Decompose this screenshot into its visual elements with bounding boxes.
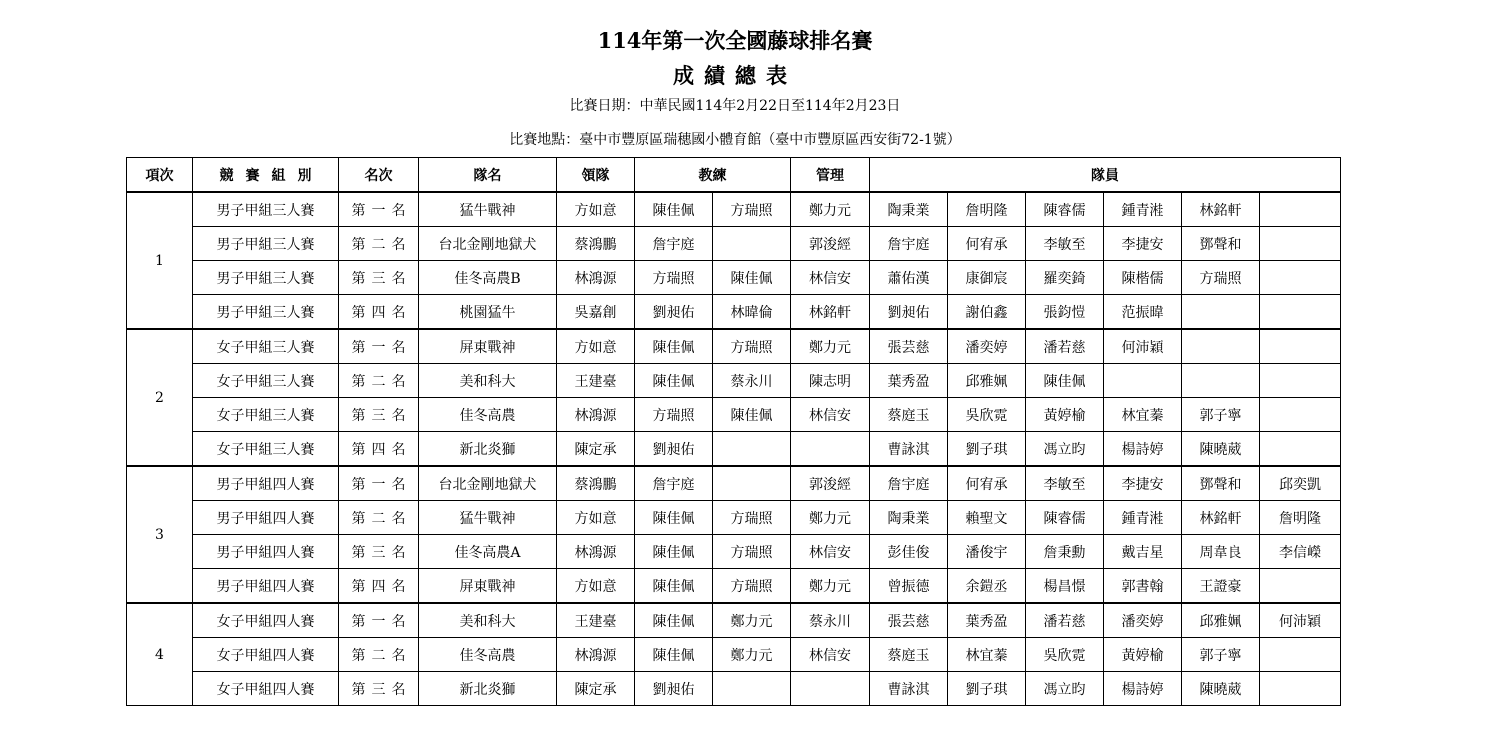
team-cell: 台北金剛地獄犬 (419, 227, 557, 261)
member-cell (1260, 638, 1341, 672)
leader-cell: 吳嘉創 (557, 295, 635, 330)
member-cell (1260, 295, 1341, 330)
member-cell (1260, 432, 1341, 467)
member-cell: 彭佳俊 (870, 535, 948, 569)
member-cell: 何宥承 (948, 466, 1026, 501)
header-item: 項次 (127, 158, 193, 193)
rank-cell: 第一名 (339, 603, 419, 638)
manager-cell: 陳志明 (791, 364, 870, 398)
manager-cell: 鄭力元 (791, 569, 870, 604)
table-row (127, 569, 1341, 604)
member-cell: 潘若慈 (1026, 329, 1104, 364)
rank-cell: 第一名 (339, 192, 419, 227)
header-group: 競賽組別 (193, 158, 339, 193)
group-cell: 男子甲組三人賽 (193, 261, 339, 295)
group-cell: 男子甲組四人賽 (193, 535, 339, 569)
member-cell: 賴聖文 (948, 501, 1026, 535)
leader-cell: 陳定承 (557, 432, 635, 467)
group-cell: 女子甲組四人賽 (193, 603, 339, 638)
coach-cell: 方瑞照 (713, 569, 791, 604)
group-cell: 女子甲組四人賽 (193, 638, 339, 672)
manager-cell (791, 672, 870, 706)
member-cell: 詹明隆 (1260, 501, 1341, 535)
member-cell: 詹秉勳 (1026, 535, 1104, 569)
group-cell: 男子甲組三人賽 (193, 227, 339, 261)
member-cell: 張鈞愷 (1026, 295, 1104, 330)
coach-cell: 劉昶佑 (635, 432, 713, 467)
member-cell: 謝伯鑫 (948, 295, 1026, 330)
team-cell: 佳冬高農 (419, 398, 557, 432)
member-cell: 詹明隆 (948, 192, 1026, 227)
table-row (127, 466, 1341, 501)
manager-cell: 郭浚經 (791, 227, 870, 261)
manager-cell: 林信安 (791, 638, 870, 672)
member-cell: 劉子琪 (948, 672, 1026, 706)
coach-cell: 陳佳佩 (713, 398, 791, 432)
member-cell: 馮立昀 (1026, 672, 1104, 706)
rank-cell: 第一名 (339, 329, 419, 364)
member-cell: 吳欣霓 (948, 398, 1026, 432)
member-cell (1182, 364, 1260, 398)
member-cell: 陳曉葳 (1182, 432, 1260, 467)
header-members: 隊員 (870, 158, 1341, 193)
team-cell: 佳冬高農A (419, 535, 557, 569)
group-cell: 男子甲組四人賽 (193, 466, 339, 501)
manager-cell: 林信安 (791, 398, 870, 432)
coach-cell (713, 466, 791, 501)
member-cell: 戴吉星 (1104, 535, 1182, 569)
member-cell: 曾振德 (870, 569, 948, 604)
rank-cell: 第二名 (339, 501, 419, 535)
group-cell: 男子甲組四人賽 (193, 501, 339, 535)
member-cell: 陳睿儒 (1026, 501, 1104, 535)
manager-cell (791, 432, 870, 467)
team-cell: 新北炎獅 (419, 672, 557, 706)
item-number-cell: 1 (127, 192, 193, 329)
coach-cell: 方瑞照 (635, 261, 713, 295)
rank-cell: 第三名 (339, 398, 419, 432)
table-row (127, 261, 1341, 295)
member-cell: 王證豪 (1182, 569, 1260, 604)
team-cell: 美和科大 (419, 364, 557, 398)
rank-cell: 第三名 (339, 672, 419, 706)
item-number-cell: 3 (127, 466, 193, 603)
coach-cell: 陳佳佩 (635, 569, 713, 604)
coach-cell: 方瑞照 (635, 398, 713, 432)
leader-cell: 蔡鴻鵬 (557, 466, 635, 501)
member-cell (1260, 672, 1341, 706)
leader-cell: 方如意 (557, 501, 635, 535)
member-cell: 李捷安 (1104, 466, 1182, 501)
member-cell: 潘奕婷 (948, 329, 1026, 364)
member-cell: 蔡庭玉 (870, 398, 948, 432)
member-cell: 余鎧丞 (948, 569, 1026, 604)
team-cell: 屏東戰神 (419, 329, 557, 364)
item-number-cell: 4 (127, 603, 193, 706)
member-cell (1104, 364, 1182, 398)
table-row (127, 603, 1341, 638)
member-cell: 陳睿儒 (1026, 192, 1104, 227)
group-cell: 男子甲組三人賽 (193, 295, 339, 330)
table-row (127, 329, 1341, 364)
member-cell: 陶秉業 (870, 501, 948, 535)
member-cell: 劉昶佑 (870, 295, 948, 330)
manager-cell: 郭浚經 (791, 466, 870, 501)
member-cell: 邱雅姵 (948, 364, 1026, 398)
header-coach: 教練 (635, 158, 791, 193)
member-cell: 李信嶸 (1260, 535, 1341, 569)
member-cell: 黃婷榆 (1104, 638, 1182, 672)
member-cell (1182, 295, 1260, 330)
leader-cell: 王建臺 (557, 603, 635, 638)
coach-cell: 劉昶佑 (635, 672, 713, 706)
team-cell: 桃園猛牛 (419, 295, 557, 330)
coach-cell (713, 432, 791, 467)
table-row (127, 638, 1341, 672)
coach-cell: 鄭力元 (713, 638, 791, 672)
leader-cell: 方如意 (557, 329, 635, 364)
member-cell: 李敏至 (1026, 227, 1104, 261)
rank-cell: 第四名 (339, 432, 419, 467)
group-cell: 女子甲組四人賽 (193, 672, 339, 706)
member-cell: 何宥承 (948, 227, 1026, 261)
coach-cell: 詹宇庭 (635, 227, 713, 261)
member-cell: 何沛穎 (1260, 603, 1341, 638)
leader-cell: 方如意 (557, 192, 635, 227)
leader-cell: 方如意 (557, 569, 635, 604)
page-subtitle: 成績總表 (673, 63, 797, 88)
coach-cell: 劉昶佑 (635, 295, 713, 330)
member-cell: 蕭佑漢 (870, 261, 948, 295)
coach-cell: 方瑞照 (713, 535, 791, 569)
team-cell: 台北金剛地獄犬 (419, 466, 557, 501)
team-cell: 美和科大 (419, 603, 557, 638)
coach-cell: 陳佳佩 (635, 329, 713, 364)
member-cell: 陳佳佩 (1026, 364, 1104, 398)
member-cell: 鍾青溎 (1104, 192, 1182, 227)
table-row (127, 295, 1341, 330)
member-cell: 陶秉業 (870, 192, 948, 227)
table-row (127, 535, 1341, 569)
member-cell: 林銘軒 (1182, 501, 1260, 535)
member-cell (1260, 569, 1341, 604)
member-cell: 鄧聲和 (1182, 227, 1260, 261)
member-cell: 潘俊宇 (948, 535, 1026, 569)
member-cell (1260, 261, 1341, 295)
coach-cell: 鄭力元 (713, 603, 791, 638)
team-cell: 屏東戰神 (419, 569, 557, 604)
member-cell: 曹詠淇 (870, 672, 948, 706)
leader-cell: 林鴻源 (557, 638, 635, 672)
coach-cell: 方瑞照 (713, 192, 791, 227)
team-cell: 新北炎獅 (419, 432, 557, 467)
member-cell (1260, 329, 1341, 364)
team-cell: 佳冬高農 (419, 638, 557, 672)
coach-cell: 陳佳佩 (635, 192, 713, 227)
results-body (127, 192, 1341, 706)
member-cell: 邱雅姵 (1182, 603, 1260, 638)
rank-cell: 第三名 (339, 261, 419, 295)
member-cell: 方瑞照 (1182, 261, 1260, 295)
member-cell: 劉子琪 (948, 432, 1026, 467)
member-cell: 林銘軒 (1182, 192, 1260, 227)
coach-cell: 方瑞照 (713, 501, 791, 535)
coach-cell: 陳佳佩 (635, 603, 713, 638)
member-cell: 林宜蓁 (1104, 398, 1182, 432)
leader-cell: 王建臺 (557, 364, 635, 398)
rank-cell: 第二名 (339, 638, 419, 672)
table-header-row (127, 158, 1341, 193)
table-row (127, 398, 1341, 432)
header-leader: 領隊 (557, 158, 635, 193)
table-row (127, 672, 1341, 706)
member-cell: 葉秀盈 (948, 603, 1026, 638)
group-cell: 男子甲組四人賽 (193, 569, 339, 604)
member-cell: 林宜蓁 (948, 638, 1026, 672)
rank-cell: 第二名 (339, 227, 419, 261)
rank-cell: 第四名 (339, 569, 419, 604)
table-row (127, 501, 1341, 535)
member-cell: 潘奕婷 (1104, 603, 1182, 638)
member-cell: 羅奕錡 (1026, 261, 1104, 295)
member-cell: 陳楷儒 (1104, 261, 1182, 295)
member-cell: 黃婷榆 (1026, 398, 1104, 432)
page-title: 114年第一次全國藤球排名賽 (597, 28, 873, 53)
coach-cell: 陳佳佩 (635, 501, 713, 535)
leader-cell: 林鴻源 (557, 398, 635, 432)
member-cell: 康御宸 (948, 261, 1026, 295)
results-table (126, 157, 1341, 706)
member-cell: 邱奕凱 (1260, 466, 1341, 501)
member-cell: 詹宇庭 (870, 227, 948, 261)
member-cell: 潘若慈 (1026, 603, 1104, 638)
member-cell: 周韋良 (1182, 535, 1260, 569)
coach-cell: 林暐倫 (713, 295, 791, 330)
coach-cell: 方瑞照 (713, 329, 791, 364)
item-number-cell: 2 (127, 329, 193, 466)
member-cell: 何沛穎 (1104, 329, 1182, 364)
member-cell: 范振暐 (1104, 295, 1182, 330)
member-cell: 李敏至 (1026, 466, 1104, 501)
header-rank: 名次 (339, 158, 419, 193)
member-cell: 鄧聲和 (1182, 466, 1260, 501)
header-manager: 管理 (791, 158, 870, 193)
group-cell: 男子甲組三人賽 (193, 192, 339, 227)
coach-cell: 陳佳佩 (635, 364, 713, 398)
coach-cell (713, 672, 791, 706)
leader-cell: 陳定承 (557, 672, 635, 706)
coach-cell: 陳佳佩 (713, 261, 791, 295)
manager-cell: 鄭力元 (791, 192, 870, 227)
manager-cell: 林信安 (791, 535, 870, 569)
member-cell (1260, 192, 1341, 227)
member-cell: 楊詩婷 (1104, 672, 1182, 706)
header-team: 隊名 (419, 158, 557, 193)
group-cell: 女子甲組三人賽 (193, 364, 339, 398)
coach-cell (713, 227, 791, 261)
member-cell (1260, 364, 1341, 398)
manager-cell: 鄭力元 (791, 329, 870, 364)
member-cell (1260, 398, 1341, 432)
coach-cell: 蔡永川 (713, 364, 791, 398)
manager-cell: 林銘軒 (791, 295, 870, 330)
group-cell: 女子甲組三人賽 (193, 432, 339, 467)
table-row (127, 364, 1341, 398)
competition-date: 比賽日期：中華民國114年2月22日至114年2月23日 (569, 98, 901, 114)
manager-cell: 林信安 (791, 261, 870, 295)
member-cell: 詹宇庭 (870, 466, 948, 501)
member-cell: 葉秀盈 (870, 364, 948, 398)
coach-cell: 陳佳佩 (635, 638, 713, 672)
member-cell: 郭子寧 (1182, 398, 1260, 432)
table-row (127, 192, 1341, 227)
member-cell: 李捷安 (1104, 227, 1182, 261)
manager-cell: 蔡永川 (791, 603, 870, 638)
rank-cell: 第二名 (339, 364, 419, 398)
member-cell: 楊昌憬 (1026, 569, 1104, 604)
member-cell: 郭書翰 (1104, 569, 1182, 604)
leader-cell: 林鴻源 (557, 261, 635, 295)
member-cell: 鍾青溎 (1104, 501, 1182, 535)
member-cell: 張芸慈 (870, 603, 948, 638)
leader-cell: 林鴻源 (557, 535, 635, 569)
group-cell: 女子甲組三人賽 (193, 329, 339, 364)
rank-cell: 第三名 (339, 535, 419, 569)
team-cell: 猛牛戰神 (419, 192, 557, 227)
coach-cell: 詹宇庭 (635, 466, 713, 501)
member-cell: 張芸慈 (870, 329, 948, 364)
member-cell (1182, 329, 1260, 364)
table-row (127, 227, 1341, 261)
member-cell: 吳欣霓 (1026, 638, 1104, 672)
table-row (127, 432, 1341, 467)
member-cell: 陳曉葳 (1182, 672, 1260, 706)
competition-venue: 比賽地點：臺中市豐原區瑞穗國小體育館（臺中市豐原區西安街72-1號） (509, 132, 961, 148)
team-cell: 猛牛戰神 (419, 501, 557, 535)
rank-cell: 第一名 (339, 466, 419, 501)
member-cell (1260, 227, 1341, 261)
member-cell: 曹詠淇 (870, 432, 948, 467)
member-cell: 楊詩婷 (1104, 432, 1182, 467)
team-cell: 佳冬高農B (419, 261, 557, 295)
rank-cell: 第四名 (339, 295, 419, 330)
member-cell: 郭子寧 (1182, 638, 1260, 672)
group-cell: 女子甲組三人賽 (193, 398, 339, 432)
manager-cell: 鄭力元 (791, 501, 870, 535)
coach-cell: 陳佳佩 (635, 535, 713, 569)
member-cell: 蔡庭玉 (870, 638, 948, 672)
leader-cell: 蔡鴻鵬 (557, 227, 635, 261)
member-cell: 馮立昀 (1026, 432, 1104, 467)
